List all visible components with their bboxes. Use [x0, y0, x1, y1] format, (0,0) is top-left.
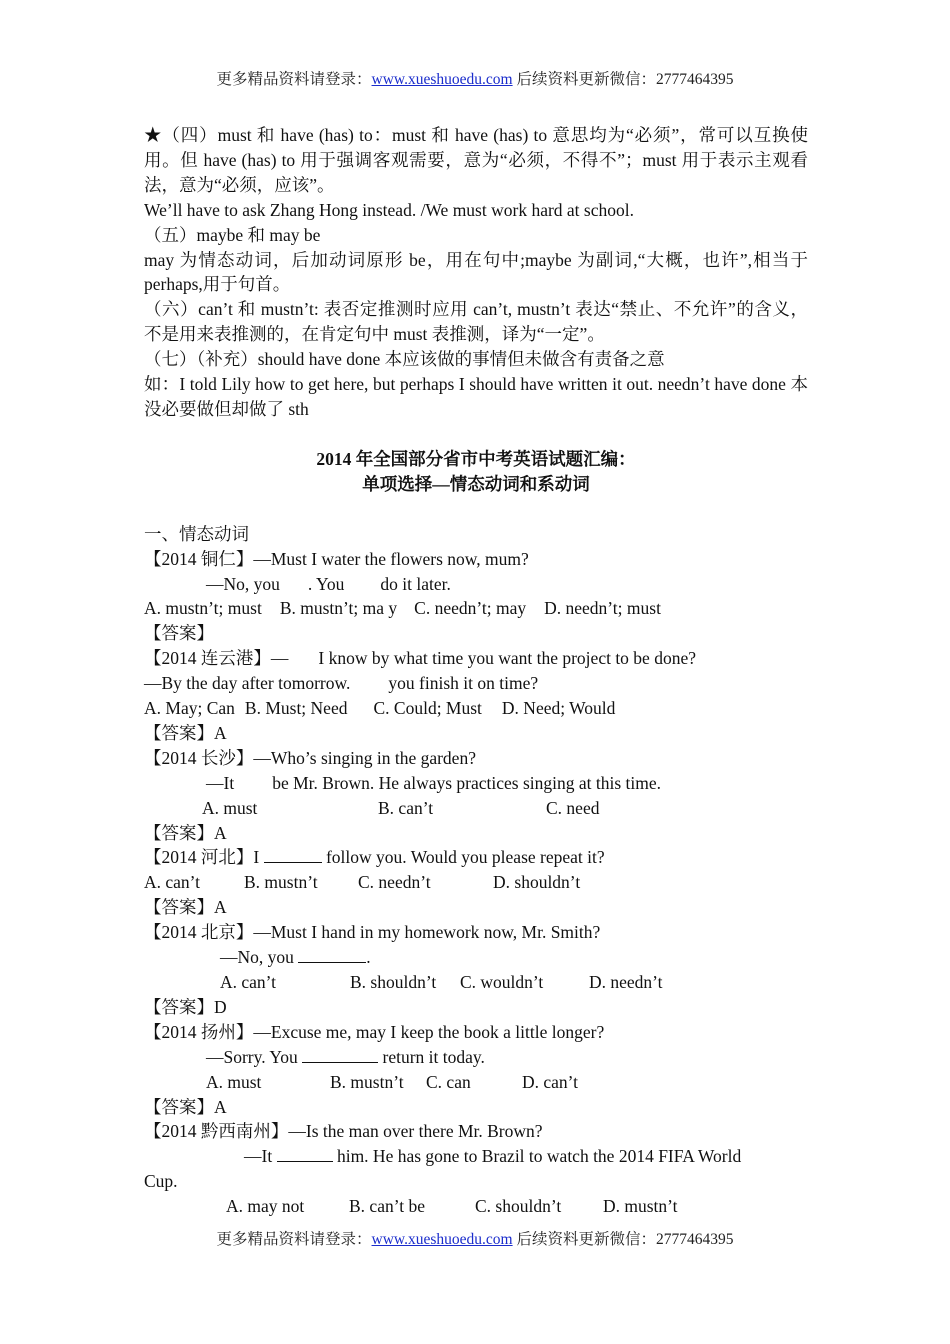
section-heading: 一、情态动词 — [144, 523, 249, 544]
header-suffix: 后续资料更新微信：2777464395 — [512, 71, 734, 88]
page-title: 2014 年全国部分省市中考英语试题汇编： — [316, 448, 636, 469]
option: C. wouldn’t — [460, 972, 544, 992]
question-2-stem: 【2014 连云港】— I know by what time you want the project to be done? — [144, 648, 696, 669]
option: D. needn’t — [589, 972, 663, 992]
question-4-answer: 【答案】A — [144, 897, 227, 918]
question-4-options — [144, 870, 808, 895]
question-2-options — [144, 696, 808, 721]
option: A. may not — [226, 1196, 305, 1217]
header-prefix: 更多精品资料请登录： — [216, 71, 372, 88]
question-7-reply: —It him. He has gone to Brazil to watch the 2014 FIFA World — [244, 1146, 742, 1167]
option: A. May; Can — [144, 698, 235, 719]
option: B. shouldn’t — [350, 972, 437, 992]
option: C. Could; Must — [373, 698, 482, 719]
question-6-reply: —Sorry. You return it today. — [206, 1046, 485, 1067]
option: C. shouldn’t — [475, 1196, 562, 1217]
option: B. can’t be — [349, 1196, 425, 1217]
question-4-stem: 【2014 河北】I follow you. Would you please repeat it? — [144, 847, 605, 868]
document-body — [144, 123, 808, 1219]
option: A. must — [202, 797, 258, 818]
question-7-reply-cont: Cup. — [144, 1171, 178, 1192]
question-7-stem: 【2014 黔西南州】—Is the man over there Mr. Brown? — [144, 1121, 543, 1142]
question-1-stem: 【2014 铜仁】—Must I water the flowers now, mum? — [144, 548, 529, 569]
option: B. can’t — [378, 797, 434, 818]
question-6-answer: 【答案】A — [144, 1096, 227, 1117]
option: C. need — [546, 797, 600, 818]
question-5-reply: —No, you . — [220, 947, 371, 968]
page-footer — [0, 1227, 950, 1249]
question-5-answer: 【答案】D — [144, 996, 227, 1017]
question-7-options — [144, 1194, 808, 1219]
option: C. needn’t — [358, 872, 431, 893]
question-1-reply: —No, you . You do it later. — [206, 573, 451, 594]
option: A. can’t — [144, 872, 201, 893]
option: D. can’t — [522, 1071, 579, 1092]
question-6-stem: 【2014 扬州】—Excuse me, may I keep the book a little longer? — [144, 1021, 605, 1042]
option: B. mustn’t — [244, 872, 318, 893]
option: A. can’t — [220, 972, 277, 992]
note-must-have-to: ★（四）must 和 have (has) to：must 和 have (has) to 意思均为“必须”，常可以互换使用。但 have (has) to 用于强调客观需要，意为“必须，不得不”；must 用于表示主观看法，意为“必须，应该”。 — [144, 125, 808, 195]
option: D. shouldn’t — [493, 872, 581, 893]
note-maybe: may 为情态动词，后加动词原形 be，用在句中;maybe 为副词,“大概，也许”,相当于 perhaps,用于句首。 — [144, 249, 808, 295]
question-2-answer: 【答案】A — [144, 722, 227, 743]
option: D. mustn’t — [603, 1196, 678, 1217]
header-site-link[interactable]: www.xueshuoedu.com — [371, 71, 513, 88]
page-subtitle: 单项选择—情态动词和系动词 — [362, 473, 590, 494]
question-3-options — [144, 796, 808, 821]
option: D. Need; Would — [501, 698, 616, 719]
page-header — [0, 67, 950, 89]
note-maybe-title: （五）maybe 和 may be — [144, 224, 321, 245]
note-should-have-done: （七）（补充）should have done 本应该做的事情但未做含有责备之意 — [144, 349, 665, 370]
option: C. can — [426, 1071, 471, 1092]
option: B. mustn’t — [330, 1071, 404, 1092]
option: B. Must; Need — [244, 698, 348, 719]
footer-site-link[interactable]: www.xueshuoedu.com — [371, 1231, 513, 1248]
note-must-example: We’ll have to ask Zhang Hong instead. /We must work hard at school. — [144, 199, 634, 220]
question-6-options — [144, 1070, 808, 1095]
option: B. mustn’t; ma y — [279, 598, 398, 619]
question-2-reply: —By the day after tomorrow. you finish it on time? — [144, 673, 539, 694]
note-should-example: 如：I told Lily how to get here, but perhaps I should have written it out. needn’t have done 本没必要做但却做了 sth — [144, 374, 808, 419]
option: C. needn’t; may — [414, 598, 527, 619]
question-3-answer: 【答案】A — [144, 822, 227, 843]
question-1-options — [144, 596, 808, 621]
question-3-stem: 【2014 长沙】—Who’s singing in the garden? — [144, 747, 476, 768]
question-3-reply: —It be Mr. Brown. He always practices singing at this time. — [206, 772, 662, 793]
option: D. needn’t; must — [544, 598, 661, 619]
question-5-options — [144, 970, 808, 995]
footer-suffix: 后续资料更新微信：2777464395 — [512, 1231, 734, 1248]
option: A. mustn’t; must — [144, 598, 262, 619]
option: A. must — [206, 1071, 262, 1092]
note-cant-mustnt: （六）can’t 和 mustn’t: 表否定推测时应用 can’t, mustn’t 表达“禁止、不允许”的含义，不是用来表推测的，在肯定句中 must 表推测，译为“一定”。 — [144, 299, 808, 345]
question-1-answer: 【答案】 — [144, 623, 214, 644]
footer-prefix: 更多精品资料请登录： — [216, 1231, 372, 1248]
question-5-stem: 【2014 北京】—Must I hand in my homework now, Mr. Smith? — [144, 922, 601, 943]
